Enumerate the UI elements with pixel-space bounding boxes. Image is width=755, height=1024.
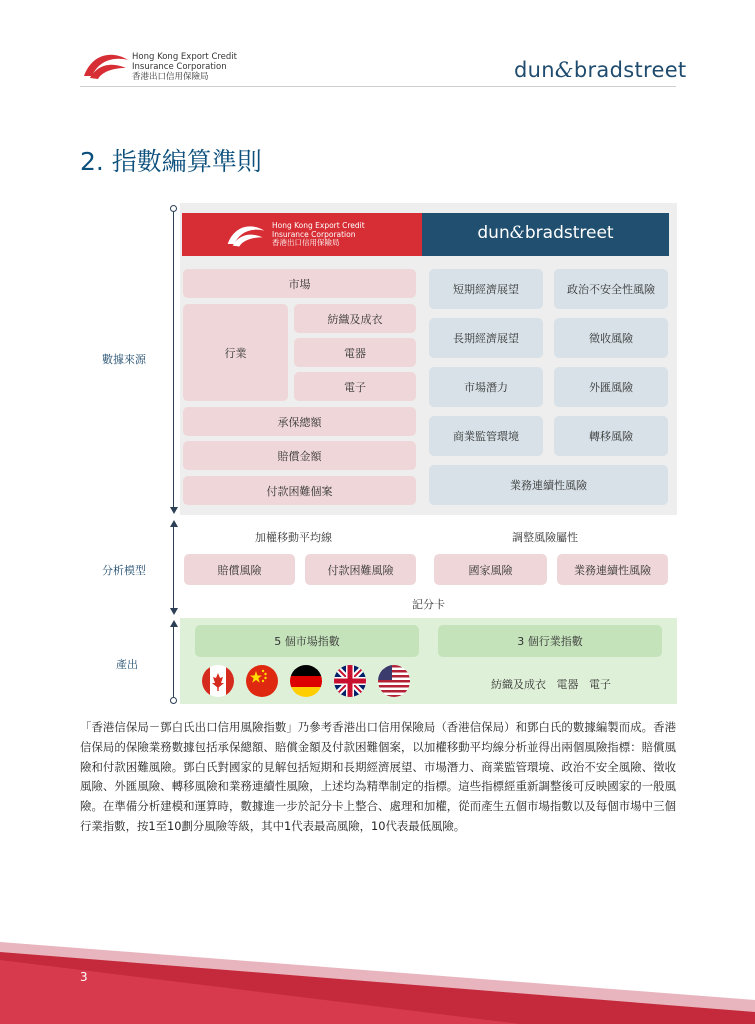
db-factor-box: 政治不安全性風險	[554, 269, 668, 309]
db-factor-box: 外匯風險	[554, 367, 668, 407]
arrow-up-icon	[170, 520, 178, 527]
db-factor-box: 長期經濟展望	[429, 318, 543, 358]
body-paragraph: 「香港信保局－鄧白氏出口信用風險指數」乃參考香港出口信用保險局（香港信保局）和鄧白氏的數據編製而成。香港信保局的保險業務數據包括承保總額、賠償金額及付款困難個案，以加權移動平均線分析並得出兩個風險指標：賠償風險和付款困難風險。鄧白氏對國家的見解包括短期和長期經濟展望、市場潛力、商業監管環境、政治不安全風險、徵收風險、外匯風險、轉移風險和業務連續性風險，上述均為精準制定的指標。這些指標經重新調整後可反映國家的一般風險。在準備分析建模和運算時，數據進一步於記分卡上整合、處理和加權，從而產生五個市場指數以及每個市場中三個行業指數，按1至10劃分風險等級，其中1代表最高風險，10代表最低風險。	[80, 720, 676, 833]
business-continuity-risk-box: 業務連續性風險	[557, 554, 668, 585]
arrow-up-icon	[170, 620, 178, 627]
db-logo-amp: &	[554, 58, 574, 82]
arrow-down-icon	[170, 608, 178, 615]
hkec-banner-zh: 香港出口信用保險局	[272, 238, 340, 247]
arrow-down-icon	[170, 507, 178, 514]
output-label: 產出	[116, 658, 138, 671]
country-risk-box: 國家風險	[434, 554, 547, 585]
db-logo-right: bradstreet	[573, 58, 687, 82]
payment-difficulty-box: 付款困難個案	[183, 476, 416, 505]
page-title: 2. 指數編算準則	[80, 147, 262, 176]
db-banner-right: bradstreet	[524, 223, 614, 243]
db-factor-box: 徵收風險	[554, 318, 668, 358]
db-logo-left: dun	[514, 58, 555, 82]
hkec-banner-en1: Hong Kong Export Credit	[272, 221, 365, 230]
dun-bradstreet-logo	[514, 58, 686, 82]
db-banner-left: dun	[477, 223, 510, 243]
weighted-moving-average-heading: 加權移動平均線	[255, 531, 332, 544]
data-source-axis	[173, 212, 174, 507]
analysis-axis	[173, 527, 174, 608]
industry-electrical-box: 電器	[294, 338, 416, 367]
analysis-model-label: 分析模型	[102, 564, 146, 577]
page-number: 3	[80, 970, 88, 984]
usa-flag-icon	[378, 665, 410, 697]
output-industries-line: 紡織及成衣 電器 電子	[491, 678, 611, 691]
industry-electronics-box: 電子	[294, 372, 416, 401]
footer-band	[0, 930, 755, 1024]
payment-difficulty-risk-box: 付款困難風險	[305, 554, 416, 585]
hkec-swoosh-icon	[82, 46, 130, 82]
market-index-box: 5 個市場指數	[195, 625, 419, 657]
hkec-swoosh-icon	[226, 219, 266, 249]
data-source-label: 數據來源	[102, 353, 146, 366]
market-box: 市場	[183, 269, 416, 298]
uk-flag-icon	[334, 665, 366, 697]
business-continuity-box: 業務連續性風險	[429, 465, 668, 505]
db-banner-amp: &	[509, 223, 525, 243]
claims-risk-box: 賠償風險	[184, 554, 295, 585]
industry-textiles-box: 紡織及成衣	[294, 304, 416, 333]
hkec-logo-en-line1: Hong Kong Export Credit	[132, 52, 238, 62]
db-factor-box: 轉移風險	[554, 416, 668, 456]
hkec-logo	[82, 46, 252, 86]
china-flag-icon	[246, 665, 278, 697]
hkec-logo-en-line2: Insurance Corporation	[132, 62, 227, 72]
scorecard-label: 記分卡	[412, 598, 445, 611]
hkec-banner	[182, 213, 422, 256]
db-banner	[422, 213, 669, 256]
adjusted-risk-heading: 調整風險屬性	[512, 531, 578, 544]
germany-flag-icon	[290, 665, 322, 697]
hkec-logo-zh: 香港出口信用保險局	[132, 72, 209, 82]
axis-dot	[170, 697, 177, 704]
claims-amount-box: 賠償金額	[183, 441, 416, 470]
axis-dot	[170, 205, 177, 212]
canada-flag-icon	[202, 665, 234, 697]
db-factor-box: 商業監管環境	[429, 416, 543, 456]
insured-amount-box: 承保總額	[183, 407, 416, 436]
industry-index-box: 3 個行業指數	[438, 625, 662, 657]
hkec-banner-en2: Insurance Corporation	[272, 229, 356, 239]
db-factor-box: 市場潛力	[429, 367, 543, 407]
db-factor-box: 短期經濟展望	[429, 269, 543, 309]
header-divider	[80, 86, 676, 87]
industry-box: 行業	[183, 304, 288, 401]
output-axis	[173, 627, 174, 697]
